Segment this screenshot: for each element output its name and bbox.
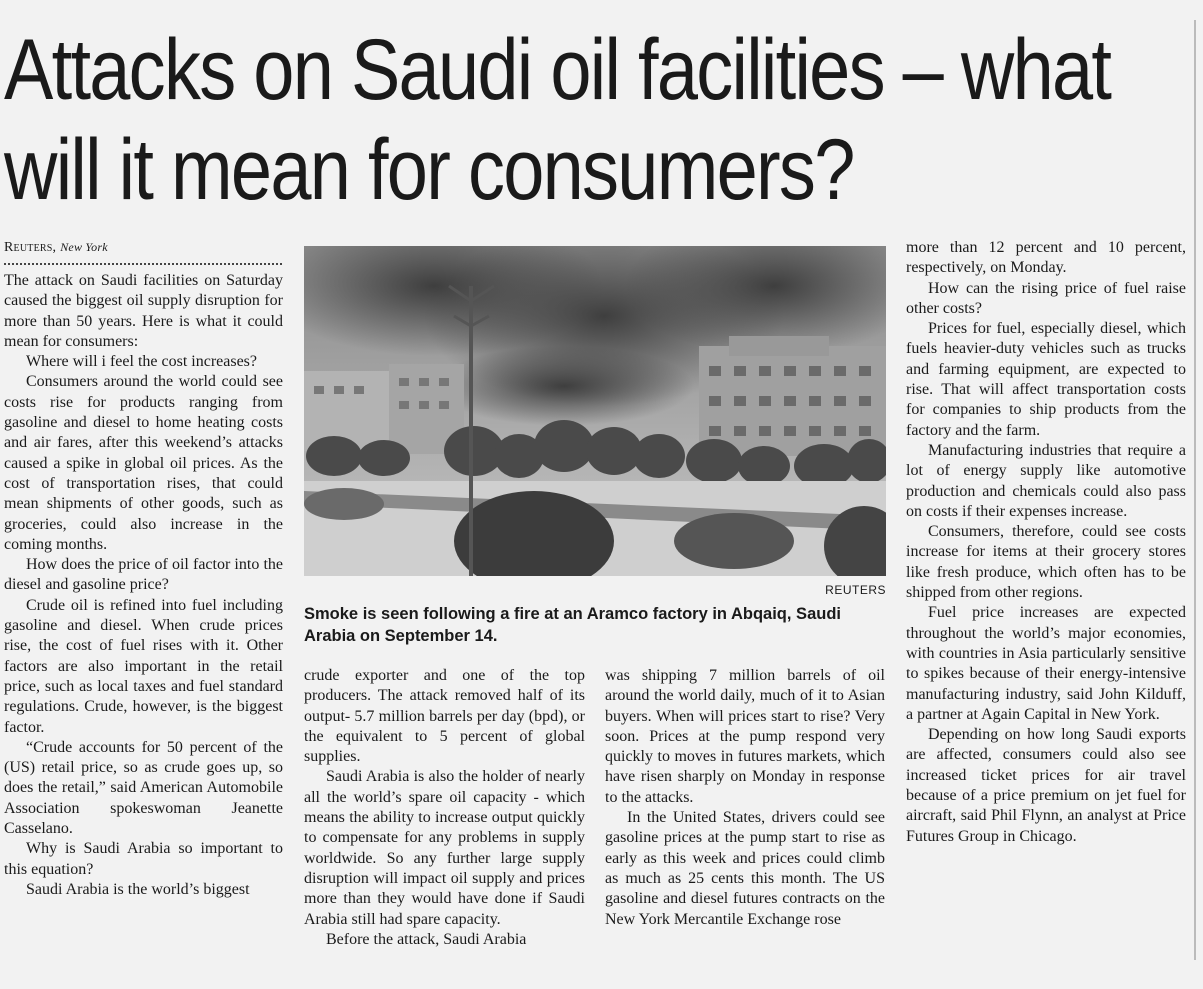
byline-divider [4,257,282,265]
col1-paragraph: Where will i feel the cost increases? [26,353,257,371]
photo-caption: Smoke is seen following a fire at an Aramco factory in Abqaiq, Saudi Arabia on September 14. [304,605,841,645]
col1-paragraph: Saudi Arabia is the world’s biggest [26,880,250,898]
col1-paragraph: How does the price of oil factor into the diesel and gasoline price? [4,556,283,594]
col4-paragraph: Manufacturing industries that require a lot of energy supply like automotive production and chemicals could also pass on costs if their expenses increase. [906,441,1186,520]
col2-paragraph: Saudi Arabia is also the holder of nearly all the world’s spare oil capacity - which means the ability to increase output quickly to compensate for any problems in supply worldwide. So any further large supply disruption will impact oil supply and prices more than they would have done if Saudi Arabia still had spare capacity. [304,768,585,928]
col4-paragraph: more than 12 percent and 10 percent, respectively, on Monday. [906,239,1186,277]
article-column-2 [304,666,585,950]
headline-line-2: will it mean for consumers? [4,122,854,218]
col4-paragraph: Depending on how long Saudi exports are affected, consumers could also see increased ticket prices for air travel because of a price premium on jet fuel for aircraft, said Phil Flynn, an analyst at Price Futures Group in Chicago. [906,726,1186,845]
col1-paragraph: Why is Saudi Arabia so important to this equation? [4,840,283,878]
headline-line-1: Attacks on Saudi oil facilities – what [4,22,1111,118]
col1-paragraph: Crude oil is refined into fuel including gasoline and diesel. When crude prices rise, the cost of fuel rises with it. Other factors are also important in the retail price, such as local taxes and fuel standard regulations. Crude, however, is the biggest factor. [4,596,283,736]
col3-paragraph: was shipping 7 million barrels of oil around the world daily, much of it to Asian buyers. When will prices start to rise? Very soon. Prices at the pump respond very quickly to moves in futures markets, which have risen sharply on Monday in response to the attacks. [605,667,885,806]
article-column-1 [4,238,283,900]
photo-credit: REUTERS [825,583,886,597]
byline-agency: Reuters, [4,240,57,255]
col4-paragraph: Consumers, therefore, could see costs increase for items at their grocery stores like fresh produce, which often has to be shipped from other regions. [906,523,1186,602]
col2-paragraph: Before the attack, Saudi Arabia [326,930,527,948]
col1-paragraph: Consumers around the world could see costs rise for products ranging from gasoline and diesel to home heating costs and air fares, after this weekend’s attacks caused a spike in global oil prices. As the cost of transportation rises, that could mean shipments of other goods, such as groceries, could also increase in the coming months. [4,373,283,553]
col4-paragraph: Fuel price increases are expected throughout the world’s major economies, with countries in Asia particularly sensitive to spikes because of their energy-intensive manufacturing industry, said John Kilduff, a partner at Again Capital in New York. [906,604,1186,723]
col2-paragraph: crude exporter and one of the top producers. The attack removed half of its output- 5.7 million barrels per day (bpd), or the equivalent to 5 percent of global supplies. [304,667,585,766]
headline [4,20,1111,220]
col3-paragraph: In the United States, drivers could see gasoline prices at the pump start to rise as early as this week and prices could climb as much as 25 cents this month. The US gasoline and diesel futures contracts on the New York Mercantile Exchange rose [605,809,885,928]
col4-paragraph: How can the rising price of fuel raise other costs? [906,279,1186,317]
article-column-3 [605,666,885,930]
col1-paragraph: “Crude accounts for 50 percent of the (US) retail price, so as crude goes up, so does the retail,” said American Automobile Association spokeswoman Jeanette Casselano. [4,738,283,838]
col1-paragraph: The attack on Saudi facilities on Saturday caused the biggest oil supply disruption for more than 50 years. Here is what it could mean for consumers: [4,272,283,350]
smoke-over-aramco-photo [304,246,886,576]
page-edge-rule [1194,20,1196,960]
article-column-4 [906,238,1186,847]
byline [4,238,283,257]
byline-place: New York [60,240,108,254]
article-photo [304,246,886,576]
col4-paragraph: Prices for fuel, especially diesel, which fuels heavier-duty vehicles such as trucks and farming equipment, are expected to rise. That will affect transportation costs for companies to ship products from the factory and the farm. [906,320,1186,439]
